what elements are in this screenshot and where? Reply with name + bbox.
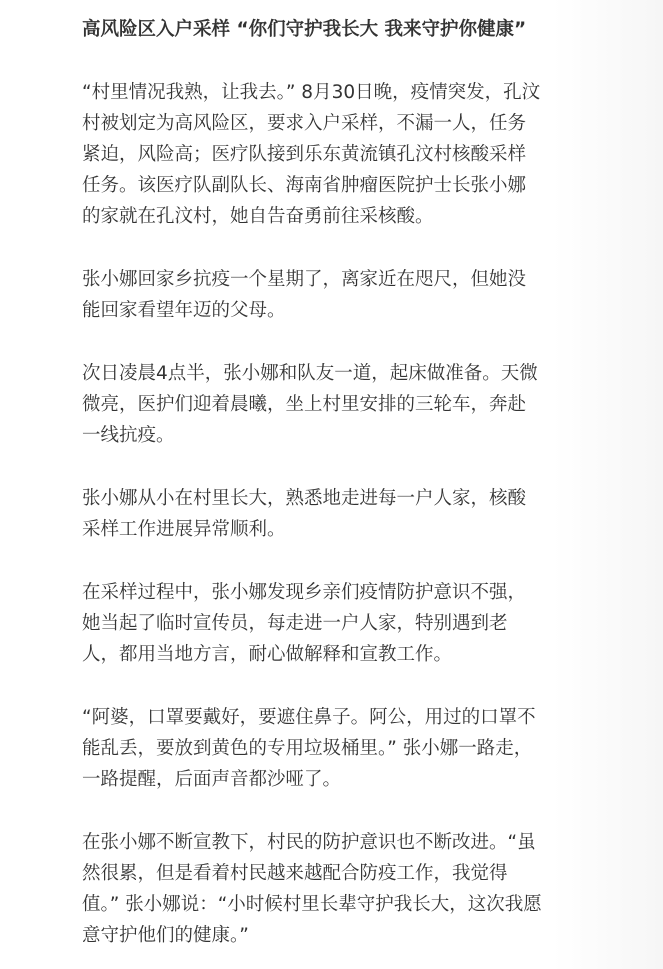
article-body [82,14,542,951]
article-title: 高风险区入户采样 “你们守护我长大 我来守护你健康” [82,19,527,40]
paragraph-1: “村里情况我熟，让我去。” 8月30日晚，疫情突发，孔汶村被划定为高风险区，要求入户采样，不漏一人，任务紧迫，风险高；医疗队接到乐东黄流镇孔汶村核酸采样任务。该医疗队副队长、海南省肿瘤医院护士长张小娜的家就在孔汶村，她自告奋勇前往采核酸。 [82,82,541,227]
paragraph-2: 张小娜回家乡抗疫一个星期了，离家近在咫尺，但她没能回家看望年迈的父母。 [82,269,527,321]
paragraph-3: 次日凌晨4点半，张小娜和队友一道，起床做准备。天微微亮，医护们迎着晨曦，坐上村里安排的三轮车，奔赴一线抗疫。 [82,363,538,446]
paragraph-4: 张小娜从小在村里长大，熟悉地走进每一户人家，核酸采样工作进展异常顺利。 [82,488,527,540]
paragraph-5: 在采样过程中，张小娜发现乡亲们疫情防护意识不强，她当起了临时宣传员，每走进一户人家，特别遇到老人，都用当地方言，耐心做解释和宣教工作。 [82,582,527,665]
paragraph-7: 在张小娜不断宣教下，村民的防护意识也不断改进。“虽然很累，但是看着村民越来越配合防疫工作，我觉得值。” 张小娜说：“小时候村里长辈守护我长大，这次我愿意守护他们的健康。” [82,832,542,946]
page-background-shade [553,0,663,969]
paragraph-6: “阿婆，口罩要戴好，要遮住鼻子。阿公，用过的口罩不能乱丢，要放到黄色的专用垃圾桶里。” 张小娜一路走，一路提醒，后面声音都沙哑了。 [82,707,536,790]
